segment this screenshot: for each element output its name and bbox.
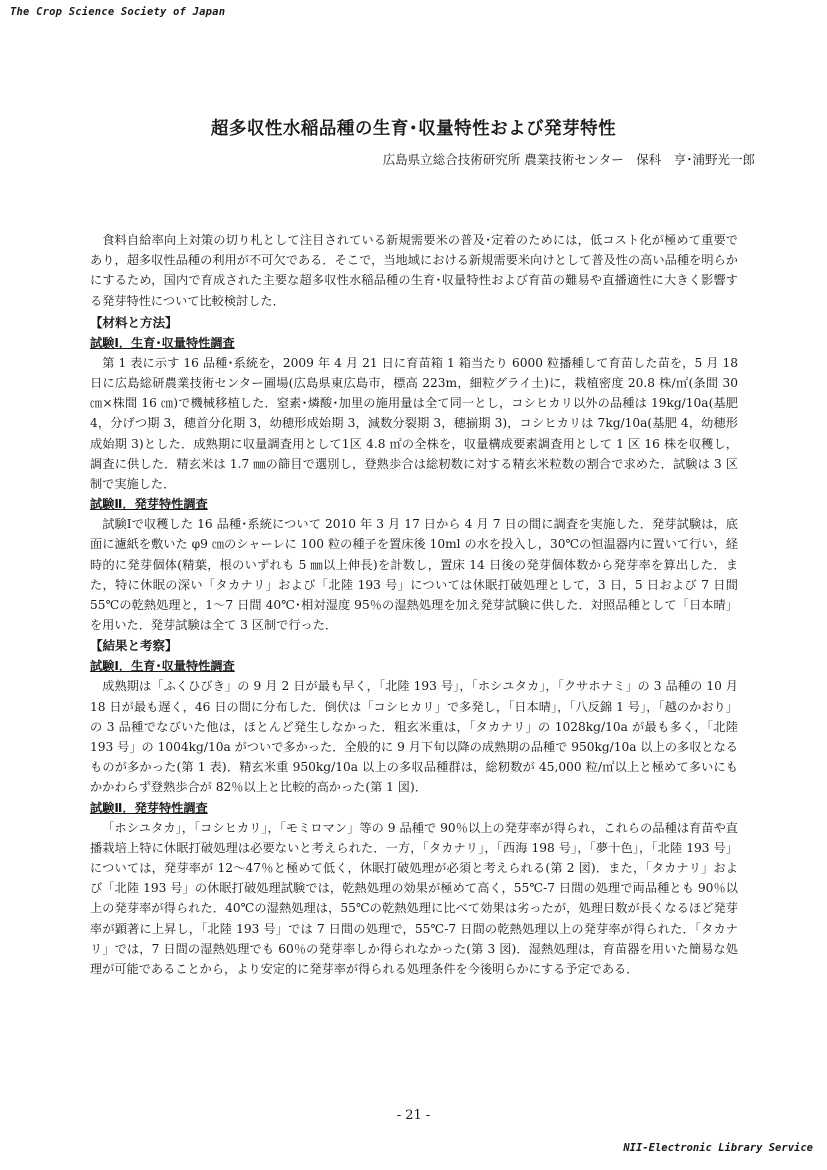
society-header: The Crop Science Society of Japan <box>10 6 226 18</box>
methods-exp1-paragraph: 第 1 表に示す 16 品種･系統を，2009 年 4 月 21 日に育苗箱 1 箱当たり 6000 粒播種して育苗した苗を，5 月 18 日に広島総研農業技術センター圃場(広島県東広島市，標高 223m，細粒グライ土)に，栽植密度 20.8 株/㎡(条間 30 ㎝×株間 16 ㎝)で機械移植した．窒素･燐酸･加里の施用量は全て同一とし，コシヒカリ以外の品種は 19kg/10a(基肥 4，分げつ期 3，穂首分化期 3，幼穂形成始期 3，減数分裂期 3，穂揃期 3)，コシヒカリは 7kg/10a(基肥 4，幼穂形成始期 3)とした．成熟期に収量調査用として1区 4.8 ㎡の全株を，収量構成要素調査用として 1 区 16 株を収穫し，調査に供した．精玄米は 1.7 ㎜の篩目で選別し，登熟歩合は総籾数に対する精玄米粒数の割合で求めた．試験は 3 区制で実施した． <box>90 355 738 492</box>
paper-title: 超多収性水稲品種の生育･収量特性および発芽特性 <box>210 119 617 139</box>
results-exp1-title: 試験Ⅰ．生育･収量特性調査 <box>90 659 235 674</box>
intro-paragraph: 食料自給率向上対策の切り札として注目されている新規需要米の普及･定着のためには，低コスト化が極めて重要であり，超多収性品種の利用が不可欠である．そこで，当地域における新規需要米向けとして普及性の高い品種を明らかにするため，国内で育成された主要な超多収性水稲品種の生育･収量特性および育苗の難易や直播適性に大きく影響する発芽特性について比較検討した． <box>90 233 738 308</box>
methods-exp2-title: 試験Ⅱ．発芽特性調査 <box>90 497 208 512</box>
methods-exp1-title: 試験Ⅰ．生育･収量特性調査 <box>90 335 235 350</box>
page-number: - 21 - <box>396 1108 431 1123</box>
results-exp2-paragraph: 「ホシユタカ」，「コシヒカリ」，「モミロマン」等の 9 品種で 90％以上の発芽率が得られ，これらの品種は育苗や直播栽培上特に休眠打破処理は必要ないと考えられた．一方，「タカナリ」，「西海 198 号」，「夢十色」，「北陸 193 号」については，発芽率が 12～47％と極めて低く，休眠打破処理が必須と考えられる(第 2 図)．また，「タカナリ」および「北陸 193 号」の休眠打破処理試験では，乾熱処理の効果が極めて高く，55℃-7 日間の処理で両品種とも 90％以上の発芽率が得られた．40℃の湿熱処理は，55℃の乾熱処理に比べて効果は劣ったが，処理日数が長くなるほど発芽率が顕著に上昇し，「北陸 193 号」では 7 日間の処理で，55℃-7 日間の乾熱処理以上の発芽率が得られた．「タカナリ」では，7 日間の湿熱処理でも 60％の発芽率しか得られなかった(第 3 図)．湿熱処理は，育苗器を用いた簡易な処理が可能であることから，より安定的に発芽率が得られる処理条件を今後明らかにする予定である． <box>90 820 738 977</box>
results-exp1-paragraph: 成熟期は「ふくひびき」の 9 月 2 日が最も早く，「北陸 193 号」，「ホシユタカ」，「クサホナミ」の 3 品種の 10 月 18 日が最も遅く，46 日の間に分布した．倒伏は「コシヒカリ」で多発し，「日本晴」，「八反錦 1 号」，「越のかおり」の 3 品種でなびいた他は，ほとんど発生しなかった．粗玄米重は，「タカナリ」の 1028kg/10a が最も多く，「北陸 193 号」の 1004kg/10a がついで多かった．全般的に 9 月下旬以降の成熟期の品種で 950kg/10a 以上の多収となるものが多かった(第 1 表)．精玄米重 950kg/10a 以上の多収品種群は，総籾数が 45,000 粒/㎡以上と極めて多いにもかかわらず登熟歩合が 82％以上と比較的高かった(第 1 図)． <box>90 679 738 795</box>
results-exp2-title: 試験Ⅱ．発芽特性調査 <box>90 800 208 815</box>
results-heading: 【結果と考察】 <box>90 638 178 654</box>
paper-authors: 広島県立総合技術研究所 農業技術センター 保科 亨･浦野光一郎 <box>382 152 755 167</box>
methods-heading: 【材料と方法】 <box>90 314 178 330</box>
nii-footer: NII-Electronic Library Service <box>623 1142 813 1154</box>
paper-body <box>90 230 738 979</box>
methods-exp2-paragraph: 試験Ⅰで収穫した 16 品種･系統について 2010 年 3 月 17 日から 4 月 7 日の間に調査を実施した．発芽試験は，底面に濾紙を敷いた φ9 ㎝のシャーレに 100 粒の種子を置床後 10ml の水を投入し，30℃の恒温器内に置いて行い，経時的に発芽個体(精葉，根のいずれも 5 ㎜以上伸長)を計数し，置床 14 日後の発芽個体数から発芽率を算出した．また，特に休眠の深い「タカナリ」および「北陸 193 号」については休眠打破処理として，3 日，5 日および 7 日間 55℃の乾熱処理と，1～7 日間 40℃･相対湿度 95％の湿熱処理を加え発芽試験に供した．対照品種として「日本晴」を用いた．発芽試験は全て 3 区制で行った． <box>90 517 738 633</box>
